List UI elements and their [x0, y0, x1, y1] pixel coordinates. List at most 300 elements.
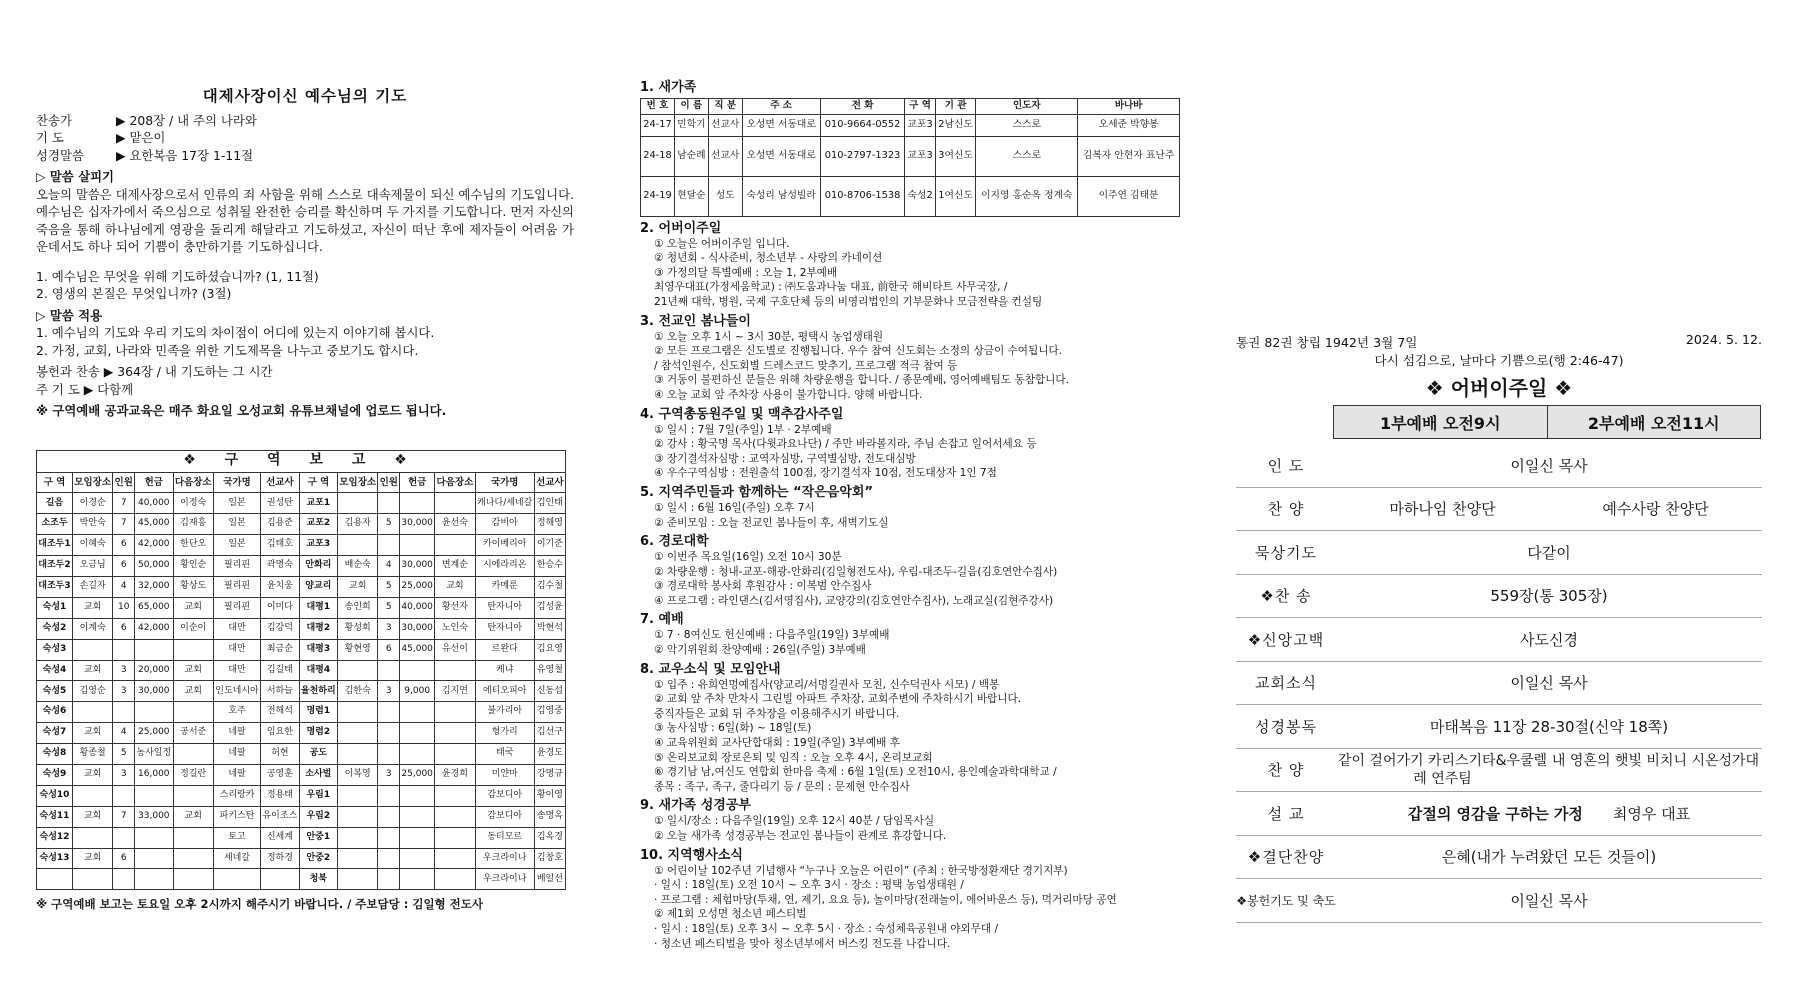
report-cell: 3 [113, 660, 135, 681]
report-cell: 교회 [338, 576, 378, 597]
report-cell: 태국 [475, 744, 534, 765]
report-cell: 필리핀 [213, 576, 260, 597]
new-family-header-cell: 구 역 [905, 99, 935, 115]
report-cell: 황상도 [173, 576, 213, 597]
report-row [37, 806, 566, 827]
section-heading-apply: ▷ 말씀 적용 [36, 307, 103, 323]
report-cell [261, 869, 299, 890]
report-cell: 김강덕 [261, 618, 299, 639]
announcement-item: ② 차량운행 : 청내-교포-해광-안화리(김일형전도사), 우림-대조두-길음(김호연안수집사) [654, 565, 1058, 578]
announcement-item: ③ 거동이 불편하신 분들은 위해 차량운행을 합니다. / 종문예배, 영어예배팀도 동참합니다. [654, 374, 1070, 387]
report-cell: 캐나다/세네갈 [475, 493, 534, 514]
order-row [1236, 749, 1762, 793]
report-cell [400, 744, 435, 765]
report-cell: 명렴1 [299, 702, 337, 723]
service-1: 1부예배 오전9시 [1333, 405, 1548, 439]
order-row [1236, 575, 1762, 619]
new-family-cell: 오세준 박향봉 [1078, 114, 1180, 136]
announcement-item: ① 일시 : 6월 16일(주일) 오후 7시 [654, 501, 815, 514]
report-row [37, 639, 566, 660]
report-cell: 권성탄 [261, 493, 299, 514]
report-header-cell: 모임장소 [338, 472, 378, 493]
lesson-body: 오늘의 말씀은 대제사장으로서 인류의 죄 사함을 위해 스스로 대속제물이 되신 예수님의 기도입니다. 예수님은 십자가에서 죽으심으로 성취될 완전한 승리를 확신하며 두 가지를 기도합니다. 먼저 자신의 죽음을 통해 하나님에게 영광을 돌리게 해달라고 기도하셨고, 자신이 떠난 후에 제자들이 어려움 가운데서도 하나 되어 기쁨이 충만하기를 기도하십니다. [36, 186, 574, 254]
report-row [37, 514, 566, 535]
report-cell [338, 493, 378, 514]
lords-prayer-line: 주 기 도 ▶ 다함께 [36, 381, 134, 397]
report-cell [173, 639, 213, 660]
report-cell: 필리핀 [213, 556, 260, 577]
report-cell: 불가리아 [475, 702, 534, 723]
order-value: 마태복음 11장 28-30절(신약 18쪽) [1429, 717, 1669, 736]
report-row [37, 681, 566, 702]
report-cell: 25,000 [135, 723, 173, 744]
report-header-cell: 헌금 [400, 472, 435, 493]
report-cell: 6 [378, 639, 400, 660]
report-title: ❖ 구 역 보 고 ❖ [37, 450, 566, 472]
report-header-cell: 선교사 [534, 472, 565, 493]
report-cell [135, 639, 173, 660]
report-cell: 숙성4 [37, 660, 73, 681]
report-cell [113, 702, 135, 723]
report-cell: 7 [113, 806, 135, 827]
order-label: 인 도 [1267, 456, 1305, 475]
report-cell: 곽명숙 [261, 556, 299, 577]
report-cell [435, 848, 475, 869]
report-cell [378, 827, 400, 848]
new-family-header-cell: 전 화 [820, 99, 905, 115]
new-family-header-cell: 직 분 [708, 99, 742, 115]
report-cell [378, 744, 400, 765]
report-cell: 강명규 [534, 764, 565, 785]
new-family-header-cell: 바나바 [1078, 99, 1180, 115]
report-cell: 이복영 [338, 764, 378, 785]
new-family-cell: 010-2797-1323 [820, 136, 905, 176]
order-value: 내 영혼의 햇빛 비치니 시온성가대 [1551, 752, 1760, 769]
announcement-item: · 일시 : 18일(토) 오전 10시 ~ 오후 3시 · 장소 : 평택 농업생태원 / [654, 879, 964, 892]
announcement-item: ④ 프로그램 : 라인댄스(김서영집사), 교양강의(김호연안수집사), 노래교실(김현주강사) [654, 594, 1054, 607]
report-cell: 대평4 [299, 660, 337, 681]
report-note: ※ 구역예배 보고는 토요일 오후 2시까지 해주시기 바랍니다. / 주보담당 : 김일형 전도사 [36, 897, 483, 912]
report-cell: 김재흥 [173, 514, 213, 535]
report-cell: 45,000 [135, 514, 173, 535]
report-cell: 50,000 [135, 556, 173, 577]
report-cell [173, 848, 213, 869]
order-value: 559장(통 305장) [1490, 587, 1608, 606]
announcement-item: ① 어린이날 102주년 기념행사 “누구나 오늘은 어린이” (주최 : 한국방정환재단 경기지부) [654, 864, 1068, 877]
report-cell: 이혜숙 [72, 535, 112, 556]
report-cell: 정해영 [534, 514, 565, 535]
report-cell [338, 660, 378, 681]
report-cell: 명렴2 [299, 723, 337, 744]
bulletin-header [1236, 332, 1762, 351]
announcement-item: ② 교회 앞 주차 만차시 그린빌 아파트 주차장, 교회주변에 주차하시기 바랍니다. [654, 693, 1022, 706]
report-cell: 대만 [213, 639, 260, 660]
report-cell: 42,000 [135, 535, 173, 556]
report-cell: 우림1 [299, 785, 337, 806]
announcement-item: ④ 오늘 교회 앞 주차장 사용이 불가합니다. 양해 바랍니다. [654, 388, 923, 401]
announcement-item: ② 강사 : 황국명 목사(다윗과요나단) / 주만 바라볼지라, 주님 손잡고 일어서세요 등 [654, 438, 1037, 451]
report-cell: 숙성11 [37, 806, 73, 827]
report-cell [173, 744, 213, 765]
new-family-cell: 남순례 [674, 136, 708, 176]
new-family-cell: 교포3 [905, 114, 935, 136]
report-cell: 안화리 [299, 556, 337, 577]
report-row [37, 723, 566, 744]
report-cell: 4 [378, 556, 400, 577]
report-cell: 헝가리 [475, 723, 534, 744]
report-cell [400, 869, 435, 890]
report-cell [400, 806, 435, 827]
report-cell: 30,000 [135, 681, 173, 702]
report-cell: 인도네시아 [213, 681, 260, 702]
report-cell: 7 [113, 514, 135, 535]
report-cell: 윤선숙 [435, 514, 475, 535]
order-row [1236, 705, 1762, 749]
report-header-cell: 국가명 [475, 472, 534, 493]
announcement-item: ② 악기위원회 찬양예배 : 26일(주일) 3부예배 [654, 644, 866, 657]
order-value: 다같이 [1527, 543, 1571, 562]
report-cell: 30,000 [400, 556, 435, 577]
report-cell [338, 869, 378, 890]
report-cell: 4 [113, 723, 135, 744]
report-cell: 감비아 [475, 514, 534, 535]
report-cell [135, 869, 173, 890]
report-cell: 대평3 [299, 639, 337, 660]
report-cell: 변계순 [435, 556, 475, 577]
report-cell: 9,000 [400, 681, 435, 702]
report-cell [400, 660, 435, 681]
report-cell: 25,000 [400, 764, 435, 785]
announcement-item: 21년째 대학, 병원, 국제 구호단체 등의 비영리법인의 기부문화나 모금전략을 컨설팅 [654, 295, 1043, 308]
report-cell: 에티오피아 [475, 681, 534, 702]
announcement-item: ② 오늘 새가족 성경공부는 전교인 봄나들이 관계로 휴강합니다. [654, 830, 947, 842]
report-cell: 3 [113, 681, 135, 702]
report-cell [378, 869, 400, 890]
order-row [1236, 662, 1762, 706]
order-label: ❖신앙고백 [1247, 630, 1325, 649]
report-cell [378, 806, 400, 827]
new-family-cell: 스스로 [976, 114, 1078, 136]
report-cell [213, 869, 260, 890]
new-family-row [641, 136, 1180, 176]
report-cell: 허현 [261, 744, 299, 765]
new-family-cell: 오성면 서동대로 [742, 114, 820, 136]
order-label: 찬 양 [1267, 500, 1305, 519]
announcement-item: ② 모든 프로그램은 신도별로 진행됩니다. 우수 참여 신도회는 소정의 상금이 수여됩니다. [654, 345, 1063, 358]
report-cell: 20,000 [135, 660, 173, 681]
report-row [37, 576, 566, 597]
order-value: 이일신 목사 [1510, 891, 1588, 910]
report-cell: 토고 [213, 827, 260, 848]
report-cell: 30,000 [400, 618, 435, 639]
report-cell: 우크라이나 [475, 848, 534, 869]
report-cell: 임요한 [261, 723, 299, 744]
church-motto: 다시 섬김으로, 날마다 기쁨으로(행 2:46-47) [1374, 353, 1624, 368]
report-cell: 교회 [173, 660, 213, 681]
report-cell: 오금님 [72, 556, 112, 577]
report-cell: 이미다 [261, 597, 299, 618]
report-cell: 이기준 [534, 535, 565, 556]
report-cell: 6 [113, 556, 135, 577]
new-family-cell: 선교사 [708, 136, 742, 176]
announcement-item: ④ 우수구역심방 : 전원출석 100점, 장기결석자 10점, 전도대상자 1인 7점 [654, 467, 997, 480]
announcement-item: ③ 장기결석자심방 : 교역자심방, 구역별심방, 전도대심방 [654, 452, 916, 465]
report-cell: 정용태 [261, 785, 299, 806]
report-cell: 40,000 [400, 597, 435, 618]
report-cell: 숙성3 [37, 639, 73, 660]
report-cell: 10 [113, 597, 135, 618]
report-cell [37, 869, 73, 890]
report-cell: 김길태 [261, 660, 299, 681]
report-cell: 탄자니아 [475, 597, 534, 618]
report-cell: 네팔 [213, 723, 260, 744]
report-header-cell: 헌금 [135, 472, 173, 493]
offering-line: 봉헌과 찬송 ▶ 364장 / 내 기도하는 그 시간 [36, 364, 273, 379]
report-cell: 카메룬 [475, 576, 534, 597]
report-cell: 25,000 [400, 576, 435, 597]
report-header-cell: 모임장소 [72, 472, 112, 493]
report-cell [338, 848, 378, 869]
announcement-heading: 8. 교우소식 및 모임안내 [640, 661, 781, 677]
order-label: ❖봉헌기도 및 축도 [1236, 893, 1336, 908]
report-cell: 송인희 [338, 597, 378, 618]
report-cell: 교포2 [299, 514, 337, 535]
new-family-header-cell: 인도자 [976, 99, 1078, 115]
report-header-cell: 국가명 [213, 472, 260, 493]
announcement-item: ① 이번주 목요일(16일) 오전 10시 30분 [654, 551, 842, 564]
question-2: 2. 영생의 본질은 무엇입니까? (3절) [36, 286, 232, 301]
report-cell [378, 785, 400, 806]
announcement-heading: 9. 새가족 성경공부 [640, 798, 751, 814]
report-cell: 필리핀 [213, 597, 260, 618]
report-cell [435, 744, 475, 765]
report-cell: 소사벌 [299, 764, 337, 785]
report-cell: 40,000 [135, 493, 173, 514]
report-cell: 송명옥 [534, 806, 565, 827]
announcement-heading: 2. 어버이주일 [640, 220, 722, 236]
order-label: 성경봉독 [1255, 717, 1317, 736]
report-cell: 케냐 [475, 660, 534, 681]
announcement-item: · 청소년 페스티벌을 맞아 청소년부에서 버스킹 전도를 나갑니다. [654, 937, 951, 950]
order-label: ❖찬 송 [1260, 587, 1312, 606]
report-row [37, 493, 566, 514]
report-row [37, 869, 566, 890]
order-row [1236, 618, 1762, 662]
report-cell: 정하경 [261, 848, 299, 869]
lesson-title: 대제사장이신 예수님의 기도 [202, 88, 408, 105]
report-cell: 대평1 [299, 597, 337, 618]
report-cell: 안중2 [299, 848, 337, 869]
report-cell [338, 702, 378, 723]
new-family-cell: 1여신도 [935, 176, 976, 216]
report-cell: 5 [378, 576, 400, 597]
report-cell: 신동섭 [534, 681, 565, 702]
report-cell: 32,000 [135, 576, 173, 597]
report-cell: 황현영 [338, 639, 378, 660]
report-cell: 김한숙 [338, 681, 378, 702]
report-cell [400, 493, 435, 514]
report-header-cell: 구 역 [299, 472, 337, 493]
report-cell [72, 785, 112, 806]
report-cell [72, 639, 112, 660]
scripture-line: 성경말씀 ▶ 요한복음 17장 1-11절 [36, 147, 254, 163]
report-cell: 박현석 [534, 618, 565, 639]
report-cell: 김용자 [338, 514, 378, 535]
report-cell [435, 827, 475, 848]
new-family-cell: 2남신도 [935, 114, 976, 136]
report-cell: 대만 [213, 618, 260, 639]
order-row [1236, 879, 1762, 923]
report-cell: 일본 [213, 535, 260, 556]
new-family-cell: 010-9664-0552 [820, 114, 905, 136]
report-cell [400, 723, 435, 744]
report-cell [338, 535, 378, 556]
report-cell: 감보디아 [475, 806, 534, 827]
report-cell: 숙성12 [37, 827, 73, 848]
report-cell: 전해석 [261, 702, 299, 723]
report-header-row [37, 472, 566, 493]
report-cell [113, 785, 135, 806]
report-cell: 황종철 [72, 744, 112, 765]
report-cell: 카이베리아 [475, 535, 534, 556]
new-family-row [641, 114, 1180, 136]
order-label: 찬 양 [1267, 761, 1305, 780]
new-family-cell: 24-18 [641, 136, 675, 176]
new-family-cell: 숙성리 남성빌라 [742, 176, 820, 216]
report-row [37, 597, 566, 618]
report-cell [173, 785, 213, 806]
new-family-cell: 이지영 홍순옥 정계숙 [976, 176, 1078, 216]
order-value: 같이 걸어가기 카리스기타&우쿨렐레 연주팀 [1337, 752, 1548, 787]
report-header-cell: 다음장소 [435, 472, 475, 493]
report-cell: 일본 [213, 493, 260, 514]
report-cell: 황선자 [435, 597, 475, 618]
order-row [1236, 531, 1762, 575]
report-cell [435, 723, 475, 744]
report-cell [338, 785, 378, 806]
volume-founding: 통권 82권 창립 1942년 3월 7일 [1236, 335, 1418, 350]
report-cell: 윤경희 [435, 764, 475, 785]
report-cell: 16,000 [135, 764, 173, 785]
report-cell: 교회 [435, 576, 475, 597]
order-value: 은혜(내가 누려왔던 모든 것들이) [1441, 848, 1657, 867]
report-cell: 7 [113, 493, 135, 514]
report-cell: 교회 [173, 681, 213, 702]
announcement-heading: 10. 지역행사소식 [640, 847, 743, 863]
report-cell [400, 848, 435, 869]
announcement-item: ① 오늘은 어버이주일 입니다. [654, 237, 790, 250]
new-family-cell: 김복자 안현자 표난주 [1078, 136, 1180, 176]
district-report-table [36, 450, 566, 891]
report-cell: 미얀마 [475, 764, 534, 785]
report-cell: 숙성1 [37, 597, 73, 618]
announcement-item: ② 제1회 오성면 청소년 페스티벌 [654, 908, 807, 921]
worship-title: ❖ 어버이주일 ❖ [1425, 376, 1573, 400]
announcement-heading: 6. 경로대학 [640, 534, 709, 550]
new-family-cell: 3여신도 [935, 136, 976, 176]
new-family-header-cell: 번 호 [641, 99, 675, 115]
report-cell: 6 [113, 535, 135, 556]
report-header-cell: 선교사 [261, 472, 299, 493]
report-row [37, 618, 566, 639]
report-cell: 6 [113, 848, 135, 869]
report-cell [435, 785, 475, 806]
report-cell [338, 744, 378, 765]
report-cell [435, 702, 475, 723]
report-cell: 황인순 [173, 556, 213, 577]
hymn-line: 찬송가 ▶ 208장 / 내 주의 나라와 [36, 112, 257, 128]
report-cell: 호주 [213, 702, 260, 723]
report-cell [378, 493, 400, 514]
report-cell: 교회 [72, 723, 112, 744]
announcement-heading: 5. 지역주민들과 함께하는 “작은음악회” [640, 484, 874, 500]
service-times [1333, 405, 1761, 439]
report-header-cell: 다음장소 [173, 472, 213, 493]
report-cell: 교포3 [299, 535, 337, 556]
report-cell: 대조두2 [37, 556, 73, 577]
order-row [1236, 444, 1762, 488]
report-row [37, 785, 566, 806]
report-cell: 김선구 [534, 723, 565, 744]
report-cell [72, 869, 112, 890]
report-cell: 우림2 [299, 806, 337, 827]
new-family-header-cell: 주 소 [742, 99, 820, 115]
report-cell: 공영훈 [261, 764, 299, 785]
announcement-item: · 일시 : 18일(토) 오후 3시 ~ 오후 5시 · 장소 : 숙성체육공원내 야외무대 / [654, 922, 999, 935]
report-cell: 스리랑카 [213, 785, 260, 806]
report-cell: 5 [378, 514, 400, 535]
order-label: 교회소식 [1255, 674, 1317, 693]
report-cell: 이순이 [173, 618, 213, 639]
report-cell [338, 827, 378, 848]
report-cell [400, 827, 435, 848]
report-cell: 5 [113, 744, 135, 765]
report-cell: 김수철 [534, 576, 565, 597]
order-row [1236, 836, 1762, 880]
new-family-cell: 교포3 [905, 136, 935, 176]
new-family-cell: 선교사 [708, 114, 742, 136]
report-cell: 김창호 [534, 848, 565, 869]
report-cell [135, 785, 173, 806]
report-cell [338, 806, 378, 827]
new-family-cell: 현달순 [674, 176, 708, 216]
announcement-heading: 7. 예배 [640, 612, 684, 628]
announcement-item: ① 일시 : 7월 7일(주일) 1부 · 2부예배 [654, 423, 832, 436]
report-cell [400, 702, 435, 723]
apply-2: 2. 가정, 교회, 나라와 민족을 위한 기도제목을 나누고 중보기도 합시다. [36, 342, 419, 358]
new-family-cell: 스스로 [976, 136, 1078, 176]
new-family-cell: 성도 [708, 176, 742, 216]
report-cell: 르완다 [475, 639, 534, 660]
report-cell: 김옥경 [534, 827, 565, 848]
report-cell: 김영중 [534, 702, 565, 723]
report-cell: 유선이 [435, 639, 475, 660]
report-cell: 유영철 [534, 660, 565, 681]
order-value: 마하나임 찬양단 [1389, 500, 1496, 519]
report-cell: 신세계 [261, 827, 299, 848]
report-cell: 배순숙 [338, 556, 378, 577]
report-header-cell: 인원 [113, 472, 135, 493]
report-cell [400, 785, 435, 806]
report-row [37, 660, 566, 681]
question-1: 1. 예수님은 무엇을 위해 기도하셨습니까? (1, 11절) [36, 268, 319, 284]
order-label: 설 교 [1267, 804, 1305, 823]
report-cell: 김인태 [534, 493, 565, 514]
new-family-cell: 오성면 서동대로 [742, 136, 820, 176]
report-cell: 한단오 [173, 535, 213, 556]
announcement-item: ③ 가정의달 특별예배 : 오늘 1, 2부예배 [654, 266, 838, 279]
report-cell: 노인숙 [435, 618, 475, 639]
